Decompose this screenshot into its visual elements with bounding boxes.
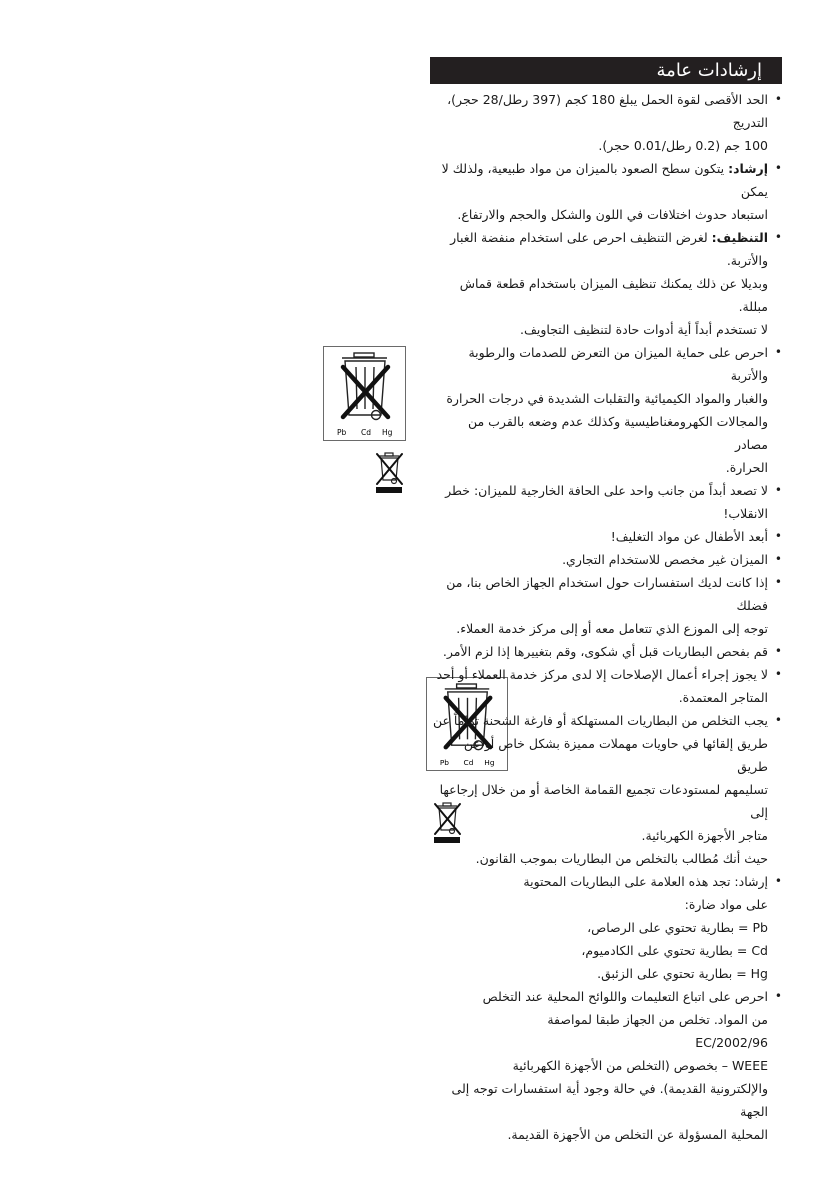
list-item-disposal-cont: متاجر الأجهزة الكهربائية. [641,828,768,843]
bin-label-cd: Cd [463,757,474,767]
list-item-disposal-cont: حيث أنك مُطالب بالتخلص من البطاريات بموجب القانون. [475,851,768,866]
list-item-note-cont: استبعاد حدوث اختلافات في اللون والشكل والحجم والارتفاع. [457,207,768,222]
list-item-disposal-cont: تسليمهم لمستودعات تجميع القمامة الخاصة أو من خلال إرجاعها إلى [439,782,768,820]
section-header [430,57,782,84]
list-item-cleaning-cont: لا تستخدم أبداً أية أدوات حادة لتنظيف التجاويف. [520,322,768,337]
list-item-weee-cont: من المواد. تخلص من الجهاز طبقا لمواصفة 2002/96/EC [547,1012,768,1050]
note-with-bin [432,870,782,985]
list-item-note: • إرشاد: يتكون سطح الصعود بالميزان من مواد طبيعية، ولذلك لا يمكن [432,157,782,203]
list-item-protect-cont: والغبار والمواد الكيميائية والتقلبات الشديدة في درجات الحرارة [446,391,768,406]
crossed-bin-icon [324,347,405,440]
list-item-note2: • إرشاد: تجد هذه العلامة على البطاريات المحتوية [520,870,782,893]
list-item-children: • أبعد الأطفال عن مواد التغليف! [432,525,782,548]
bin-label-hg: Hg [382,428,393,437]
list-item-protect: • احرص على حماية الميزان من التعرض للصدمات والرطوبة والأتربة [432,341,782,387]
weee-with-icon [432,985,782,1077]
list-item-cleaning-cont: وبديلا عن ذلك يمكنك تنظيف الميزان باستخدام قطعة قماش مبللة. [459,276,768,314]
crossed-bin-small-icon [372,450,406,496]
bin-label-pb: Pb [337,428,347,437]
list-item-repairs-cont: المتاجر المعتمدة. [678,690,768,705]
list-item-note2-cd: Cd = بطارية تحتوي على الكادميوم، [581,943,768,958]
list-item-batteries-check: • قم بفحص البطاريات قبل أي شكوى، وقم بتغييرها إذا لزم الأمر. [432,640,782,663]
list-item-disposal: • يجب التخلص من البطاريات المستهلكة أو فارغة الشحنة تماماً عن [432,709,782,732]
list-item-protect-cont: والمجالات الكهرومغناطيسية وكذلك عدم وضعه بالقرب من مصادر [467,414,768,452]
list-item-weee: • احرص على اتباع التعليمات واللوائح المحلية عند التخلص [474,985,782,1008]
list-item-capacity: • الحد الأقصى لقوة الحمل يبلغ 180 كجم (397 رطل/28 حجر)، التدريج [432,88,782,134]
list-item-protect-cont: الحرارة. [725,460,768,475]
list-item-weee-cont: المحلية المسؤولة عن التخلص من الأجهزة القديمة. [507,1127,768,1142]
section-title: إرشادات عامة [656,60,762,81]
list-item-weee-cont: والإلكترونية القديمة). في حالة وجود أية استفسارات توجه إلى الجهة [451,1081,768,1119]
list-item-edge: • لا تصعد أبداً من جانب واحد على الحافة الخارجية للميزان: خطر [432,479,782,502]
weee-symbol-side [372,450,406,496]
bin-label-hg: Hg [484,757,495,767]
list-item-weee-cont: WEEE – بخصوص (التخلص من الأجهزة الكهربائية [512,1058,768,1073]
list-item-capacity-cont: 100 جم (0.2 رطل/0.01 حجر). [598,138,768,153]
instructions-list [432,88,782,1146]
list-item-commercial: • الميزان غير مخصص للاستخدام التجاري. [432,548,782,571]
bin-label-pb: Pb [439,757,449,767]
list-item-questions-cont: توجه إلى الموزع الذي تتعامل معه أو إلى مركز خدمة العملاء. [456,621,768,636]
list-item-repairs: • لا يجوز إجراء أعمال الإصلاحات إلا لدى مركز خدمة العملاء أو أحد [432,663,782,686]
list-item-note2-hg: Hg = بطارية تحتوي على الزئبق. [597,966,768,981]
list-item-edge-cont: الانقلاب! [723,506,768,521]
list-item-note2-cont: على مواد ضارة: [684,897,768,912]
list-item-note2-pb: Pb = بطارية تحتوي على الرصاص، [587,920,768,935]
battery-bin-symbol-side [323,346,406,441]
list-item-cleaning: • التنظيف: لغرض التنظيف احرص على استخدام منفضة الغبار والأتربة. [432,226,782,272]
list-item-disposal-cont: طريق إلقائها في حاويات مهملات مميزة بشكل خاص أو عن طريق [463,736,768,774]
list-item-questions: • إذا كانت لديك استفسارات حول استخدام الجهاز الخاص بنا، من فضلك [432,571,782,617]
bin-label-cd: Cd [361,428,371,437]
